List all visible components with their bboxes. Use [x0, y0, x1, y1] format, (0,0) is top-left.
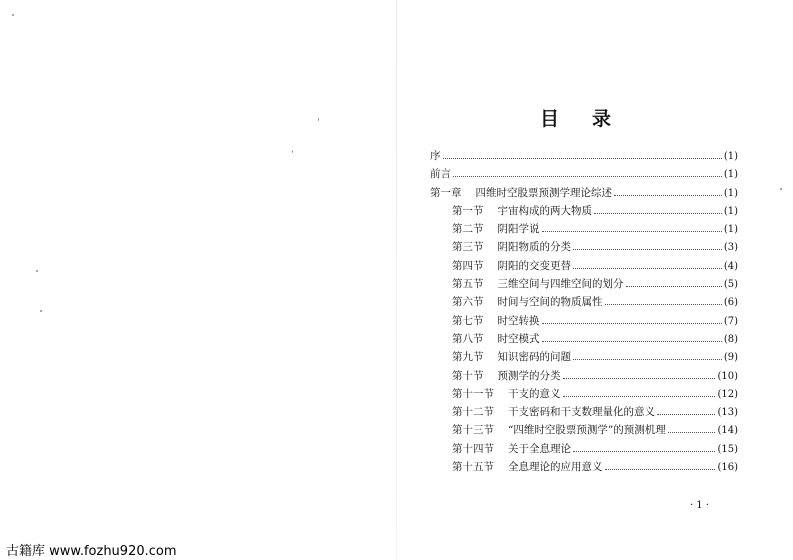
toc-entry-label: 三维空间与四维空间的划分 — [497, 278, 624, 291]
toc-leader-dots — [573, 261, 722, 269]
page-fold — [396, 0, 397, 560]
toc-entry-label: “四维时空股票预测学”的预测机理 — [508, 424, 666, 437]
toc-title-char-1: 目 — [540, 108, 561, 130]
toc-entry-page: (5) — [723, 279, 738, 291]
toc-entry-label: 前言 — [430, 168, 451, 181]
toc-entry-number: 第十三节 — [452, 424, 494, 437]
toc-entry-number: 第四节 — [452, 259, 484, 272]
toc-entry-number: 第三节 — [452, 241, 484, 254]
toc-entry-page: (4) — [723, 260, 738, 272]
toc-leader-dots — [563, 389, 716, 397]
toc-entry-label: 阴阳学说 — [497, 223, 540, 236]
toc-entry[interactable] — [430, 221, 738, 239]
watermark-text: 古籍库 www.fozhu920.com — [6, 544, 177, 559]
toc-leader-dots — [563, 371, 716, 379]
toc-entry[interactable] — [430, 404, 738, 422]
toc-entry-page: (3) — [723, 242, 738, 254]
toc-entry[interactable] — [430, 166, 738, 184]
toc-entry[interactable] — [430, 276, 738, 294]
toc-leader-dots — [573, 242, 722, 250]
toc-entry-page: (10) — [717, 370, 738, 382]
toc-entry-label: 干支的意义 — [508, 387, 561, 400]
toc-entry-number: 第十节 — [452, 369, 484, 382]
toc-entry-page: (1) — [723, 151, 738, 162]
toc-entry-label: 阴阳的交变更替 — [497, 259, 571, 272]
toc-leader-dots — [573, 352, 722, 360]
toc-leader-dots — [614, 188, 722, 196]
toc-entry-label: 宇宙构成的两大物质 — [497, 204, 592, 217]
toc-entry[interactable] — [430, 239, 738, 257]
toc-entry-number: 第八节 — [452, 332, 484, 345]
toc-entry[interactable] — [430, 148, 738, 166]
toc-entry-number: 第二节 — [452, 223, 484, 236]
toc-entry[interactable] — [430, 313, 738, 331]
toc-entry[interactable] — [430, 203, 738, 221]
toc-title-char-2: 录 — [592, 108, 613, 130]
toc-entry-number: 第一章 — [430, 186, 462, 199]
toc-entry-number: 第五节 — [452, 278, 484, 291]
toc-entry-label: 时间与空间的物质属性 — [497, 296, 603, 309]
toc-entry[interactable] — [430, 441, 738, 459]
toc-entry[interactable] — [430, 258, 738, 276]
toc-leader-dots — [573, 444, 715, 452]
toc-leader-dots — [605, 297, 722, 305]
toc-entry-page: (14) — [717, 425, 738, 437]
toc-entry-number: 第十四节 — [452, 442, 494, 455]
scan-speck — [36, 270, 38, 272]
toc-entry-number: 第十五节 — [452, 461, 494, 474]
toc-entry[interactable] — [430, 386, 738, 404]
toc-entry-label: 干支密码和干支数理量化的意义 — [508, 406, 655, 419]
toc-entry-page: (6) — [723, 297, 738, 309]
scan-speck — [318, 118, 319, 121]
toc-entry[interactable] — [430, 459, 738, 477]
toc-entry-label: 预测学的分类 — [497, 369, 561, 382]
toc-entry-label: 阴阳物质的分类 — [497, 241, 571, 254]
toc-entry-label: 时空转换 — [497, 314, 540, 327]
toc-entry[interactable] — [430, 368, 738, 386]
toc-entry-page: (1) — [723, 224, 738, 236]
toc-entry[interactable] — [430, 185, 738, 203]
toc-entry-page: (12) — [717, 388, 738, 400]
toc-entry-page: (1) — [723, 205, 738, 217]
toc-leader-dots — [443, 151, 722, 159]
toc-entry-number: 第七节 — [452, 314, 484, 327]
scan-speck — [12, 14, 14, 16]
toc-entry-page: (15) — [717, 443, 738, 455]
toc-entry-page: (8) — [723, 333, 738, 345]
toc-leader-dots — [668, 425, 716, 433]
toc-leader-dots — [626, 279, 722, 287]
toc-entry[interactable] — [430, 331, 738, 349]
toc-leader-dots — [453, 169, 722, 177]
page-number: · 1 · — [690, 500, 710, 511]
toc-entry[interactable] — [430, 294, 738, 312]
toc-leader-dots — [542, 334, 722, 342]
scan-speck — [40, 310, 42, 312]
table-of-contents — [430, 148, 738, 477]
toc-leader-dots — [542, 224, 722, 232]
toc-entry-label: 四维时空股票预测学理论综述 — [475, 186, 612, 199]
toc-entry-label: 知识密码的问题 — [497, 351, 571, 364]
toc-entry-number: 第十二节 — [452, 406, 494, 419]
toc-entry-number: 第九节 — [452, 351, 484, 364]
scan-speck — [780, 188, 782, 190]
toc-entry-number: 第一节 — [452, 204, 484, 217]
toc-entry-label: 关于全息理论 — [508, 442, 571, 455]
toc-entry-page: (1) — [723, 187, 738, 199]
toc-entry-page: (16) — [717, 462, 738, 474]
toc-entry-number: 第六节 — [452, 296, 484, 309]
toc-entry-page: (9) — [723, 352, 738, 364]
toc-entry-page: (13) — [717, 407, 738, 419]
toc-entry-number: 第十一节 — [452, 387, 494, 400]
toc-entry-label: 时空模式 — [497, 332, 540, 345]
toc-title — [540, 104, 644, 131]
toc-entry-page: (7) — [723, 315, 738, 327]
toc-entry-label: 全息理论的应用意义 — [508, 461, 603, 474]
scan-speck — [292, 150, 293, 153]
toc-entry-label: 序 — [430, 150, 441, 162]
toc-entry[interactable] — [430, 422, 738, 440]
toc-leader-dots — [594, 206, 722, 214]
toc-leader-dots — [542, 316, 722, 324]
toc-leader-dots — [657, 407, 715, 415]
toc-entry-page: (1) — [723, 169, 738, 181]
toc-entry[interactable] — [430, 349, 738, 367]
toc-leader-dots — [605, 462, 716, 470]
